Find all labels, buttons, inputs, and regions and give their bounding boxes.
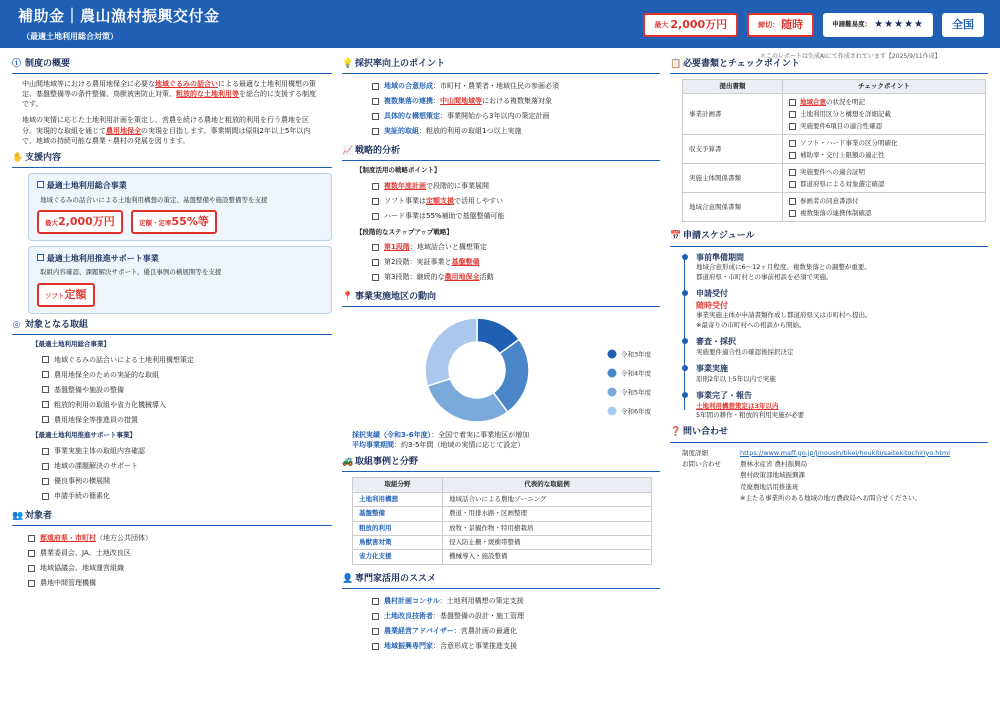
experts-heading: 👤 専門家活用のススメ	[342, 573, 660, 589]
cases-heading: 🚜 取組事例と分野	[342, 456, 660, 472]
checkbox-icon	[28, 565, 35, 572]
table-row: 省力化支援 機械導入・施設整備	[353, 550, 652, 564]
overview-p1: 中山間地域等における農用地保全に必要な地域ぐるみの話合いによる最適な土地利用構想の策定、基盤整備等の条件整備、鳥獣被害防止対策、粗放的な土地利用等を総合的に支援する制度です。	[22, 80, 316, 109]
target-item: 基盤整備や施設の整備	[42, 382, 332, 397]
check-point: 実施要件6項目の適合性確認	[789, 120, 979, 132]
clipboard-icon: 📋	[670, 59, 682, 70]
pill-subsidy-rate: 定額・定率55%等	[131, 210, 217, 234]
checkbox-icon	[42, 416, 49, 423]
targets-group-2: 【最適土地利用推進サポート事業】	[32, 431, 136, 440]
pill-soft-fixed: ソフト定額	[37, 283, 95, 307]
checkbox-icon	[42, 371, 49, 378]
table-row: 粗放的利用 放牧・景観作物・特用樹栽培	[353, 521, 652, 535]
schedule-step: 事業実施 原則2年以上5年以内で実施	[696, 363, 988, 384]
cases-table: 取組分野 代表的な取組例 土地利用構想 地域話合いによる農地ゾーニング 基盤整備 農道・用排水路・区画整理 粗放的利用 放牧・景観作物・特用樹栽培 鳥獣害対策 侵入防止柵・緩衝帯整備 省力化支援 機械導入・施設整備	[352, 477, 652, 565]
docs-table: 提出書類 チェックポイント 事業計画書 地域合意の状況を明記 土地利用区分と構想を詳細記載 実施要件6項目の適合性確認 収支予算書 ソフト・ハード事業の区分明確化 補助率・交付上限額の適正性 実施主体関係書類 実施要件への適合証明 都道府県による対象選定確認 地域合意関係書類 参画者の同意書添付 複数集落の連携体制確認	[682, 79, 986, 222]
overview-p2: 地域の実情に応じた土地利用計画を策定し、営農を続ける農地と粗放的利用を行う農地を区分。実現的な取組を通じて農用地保全の実現を目指します。事業期間は原則2年以上5年以内で、地域の持続可能な農業・農村の発展を図ります。	[22, 116, 311, 145]
target-item: 地域の課題解決のサポート	[42, 459, 332, 474]
legend-label: 令和4年度	[621, 369, 652, 378]
page-title: 補助金｜農山漁村振興交付金	[18, 7, 220, 25]
star-icons: ★★★★★	[874, 18, 924, 30]
table-row: 地域合意関係書類 参画者の同意書添付 複数集落の連携体制確認	[683, 193, 986, 222]
checkbox-icon	[42, 401, 49, 408]
max-amount-badge: 最大 2,000万円	[643, 13, 738, 37]
people-icon: 👥	[12, 510, 24, 521]
schedule-step: 申請受付 随時受付 事業実施主体が申請書類作成し都道府県又は市町村へ提出。 ※最寄りの市町村への相談から開始。	[696, 288, 988, 330]
strategy-item: ソフト事業は定額支援で活用しやすい	[372, 194, 660, 209]
target-item: 事業実施主体の取組内容確認	[42, 444, 332, 459]
targets-group-1: 【最適土地利用総合事業】	[32, 339, 110, 348]
check-point: 地域合意の状況を明記	[789, 96, 979, 108]
eligible-item: 都道府県・市町村（地方公共団体）	[28, 531, 332, 546]
checkbox-icon	[28, 580, 35, 587]
target-item: 地域ぐるみの話合いによる土地利用構想策定	[42, 352, 332, 367]
table-row: 鳥獣害対策 侵入防止柵・緩衝帯整備	[353, 536, 652, 550]
check-point: 土地利用区分と構想を詳細記載	[789, 108, 979, 120]
question-icon: ❓	[670, 427, 682, 438]
checkbox-icon	[28, 550, 35, 557]
table-row: 土地利用構想 地域話合いによる農地ゾーニング	[353, 492, 652, 506]
strategy-h1: 【制度活用の戦略ポイント】	[356, 166, 441, 175]
strategy-heading: 📈 戦略的分析	[342, 145, 660, 161]
points-heading: 💡 採択率向上のポイント	[342, 58, 660, 74]
target-item: 農用地保全等推進員の措置	[42, 412, 332, 427]
targets-heading: ◎ 対象となる取組	[12, 319, 332, 335]
expert-item: 農村計画コンサル：土地利用構想の策定支援	[372, 594, 660, 609]
point-item: 複数集落の連携：中山間地域等における複数集落対象	[372, 94, 660, 109]
point-item: 実証的取組：粗放的利用の取組1つ以上実施	[372, 124, 660, 139]
trend-chart-area	[342, 312, 660, 430]
map-pin-icon: 📍	[342, 291, 354, 302]
check-point: ソフト・ハード事業の区分明確化	[789, 137, 979, 149]
page-subtitle: （最適土地利用総合対策）	[22, 32, 118, 41]
schedule-timeline	[682, 252, 988, 421]
schedule-heading: 📅 申請スケジュール	[670, 230, 988, 246]
checkbox-icon	[42, 386, 49, 393]
donut-chart	[342, 312, 660, 430]
expert-item: 土地改良技術者：基盤整備の設計・施工管理	[372, 609, 660, 624]
strategy-step: 第1段階：地域話合いと構想策定	[372, 240, 660, 255]
docs-heading: 📋 必要書類とチェックポイント	[670, 58, 988, 74]
contact-table: 制度詳細 https://www.maff.go.jp/j/nousin/tikei/houkiti/saitekitochiriyo.html お問い合わせ 農林水産省 農村振興局 農村政策部地域振興課 荒廃農地活用推進班 ※主たる事業所のある地域の地方農政局へお問合せください。	[682, 448, 951, 503]
strategy-step: 第3段階：継続的な農用地保全活動	[372, 270, 660, 285]
schedule-step: 事業完了・報告 土地利用構想策定は3年以内 5年間の耕作・粗放的利用実施が必要	[696, 390, 988, 420]
header-bar	[0, 0, 1000, 48]
strategy-item: 複数年度計画で段階的に事業展開	[372, 179, 660, 194]
schedule-step: 事前準備期間 地域合意形成に6〜12ヶ月程度。複数集落との調整が重要。 都道府県・市町村との事前相談を必須で実施。	[696, 252, 988, 282]
legend-label: 令和3年度	[621, 350, 652, 359]
eligible-item: 農地中間管理機構	[28, 576, 332, 591]
table-row: 収支予算書 ソフト・ハード事業の区分明確化 補助率・交付上限額の適正性	[683, 135, 986, 164]
check-point: 都道府県による対象選定確認	[789, 178, 979, 190]
check-point: 複数集落の連携体制確認	[789, 207, 979, 219]
lightbulb-icon: 💡	[342, 59, 354, 70]
checkbox-icon	[42, 356, 49, 363]
ai-note: ＊このレポートは生成AIにて作成されています【2025/9/11作成】	[760, 53, 941, 60]
calendar-icon: 📅	[670, 231, 682, 242]
check-point: 参画者の同意書添付	[789, 195, 979, 207]
target-icon: ◎	[12, 319, 21, 330]
support-box-2: 最適土地利用推進サポート事業 取組内容確認、課題解決サポート、優良事例の横展開等を支援 ソフト定額	[28, 246, 332, 314]
legend-swatch	[608, 387, 617, 396]
region-badge: 全国	[942, 13, 984, 37]
strategy-h2: 【段階的なステップアップ戦略】	[356, 227, 453, 236]
info-icon: ⓘ	[12, 59, 22, 70]
strategy-step: 第2段階：実証事業と基盤整備	[372, 255, 660, 270]
legend-label: 令和6年度	[621, 407, 652, 416]
user-icon: 👤	[342, 573, 354, 584]
legend-swatch	[608, 406, 617, 415]
difficulty-badge: 申請難易度： ★★★★★	[823, 13, 933, 37]
expert-item: 地域振興専門家：合意形成と事業推進支援	[372, 639, 660, 654]
contact-heading: ❓ 問い合わせ	[670, 426, 988, 442]
checkbox-icon	[42, 448, 49, 455]
support-heading: ✋ 支援内容	[12, 152, 332, 168]
legend-swatch	[608, 349, 617, 358]
header-badges	[643, 13, 984, 37]
check-point: 実施要件への適合証明	[789, 166, 979, 178]
overview-heading: ⓘ 制度の概要	[12, 58, 332, 74]
right-column	[670, 58, 988, 505]
tractor-icon: 🚜	[342, 457, 354, 468]
table-row: 事業計画書 地域合意の状況を明記 土地利用区分と構想を詳細記載 実施要件6項目の適合性確認	[683, 94, 986, 135]
donut-slice	[425, 318, 477, 386]
trend-heading: 📍 事業実施地区の動向	[342, 291, 660, 307]
table-row: 実施主体関係書類 実施要件への適合証明 都道府県による対象選定確認	[683, 164, 986, 193]
checkbox-icon	[42, 493, 49, 500]
trend-line-1: 採択実績（令和3-6年度）：全国で着実に事業地区が増加	[352, 430, 530, 439]
handshake-icon: ✋	[12, 152, 24, 163]
target-item: 農用地保全のための実証的な取組	[42, 367, 332, 382]
trend-line-2: 平均事業期間：約3-5年間（地域の実情に応じて設定）	[352, 441, 525, 450]
middle-column	[342, 58, 660, 654]
target-item: 優良事例の横展開	[42, 474, 332, 489]
checkbox-icon	[37, 181, 44, 188]
details-link[interactable]: https://www.maff.go.jp/j/nousin/tikei/houkiti/saitekitochiriyo.html	[740, 448, 951, 457]
chart-line-icon: 📈	[342, 146, 354, 157]
point-item: 地域の合意形成：市町村・農業者・地域住民の参画必須	[372, 79, 660, 94]
checkbox-icon	[37, 254, 44, 261]
pill-max-amount: 最大2,000万円	[37, 210, 123, 234]
target-item: 粗放的利用の取組や省力化機械導入	[42, 397, 332, 412]
support-box-1: 最適土地利用総合事業 地域ぐるみの話合いによる土地利用構想の策定、基盤整備や施設整備等を支援 最大2,000万円 定額・定率55%等	[28, 173, 332, 241]
eligible-heading: 👥 対象者	[12, 510, 332, 526]
eligible-item: 農業委員会、JA、土地改良区	[28, 546, 332, 561]
deadline-badge: 締切： 随時	[747, 13, 814, 37]
table-row: 基盤整備 農道・用排水路・区画整理	[353, 507, 652, 521]
strategy-item: ハード事業は55%補助で基盤整備可能	[372, 209, 660, 224]
expert-item: 農業経営アドバイザー：営農計画の最適化	[372, 624, 660, 639]
left-column	[12, 58, 332, 591]
target-item: 申請手続の簡素化	[42, 489, 332, 504]
check-point: 補助率・交付上限額の適正性	[789, 149, 979, 161]
legend-swatch	[608, 368, 617, 377]
checkbox-icon	[42, 463, 49, 470]
legend-label: 令和5年度	[621, 388, 652, 397]
point-item: 具体的な構想策定：事業開始から3年以内の策定計画	[372, 109, 660, 124]
eligible-item: 地域協議会、地域運営組織	[28, 561, 332, 576]
donut-slice	[428, 379, 508, 422]
checkbox-icon	[42, 478, 49, 485]
schedule-step: 審査・採択 実施要件適合性の確認後採択決定	[696, 336, 988, 357]
